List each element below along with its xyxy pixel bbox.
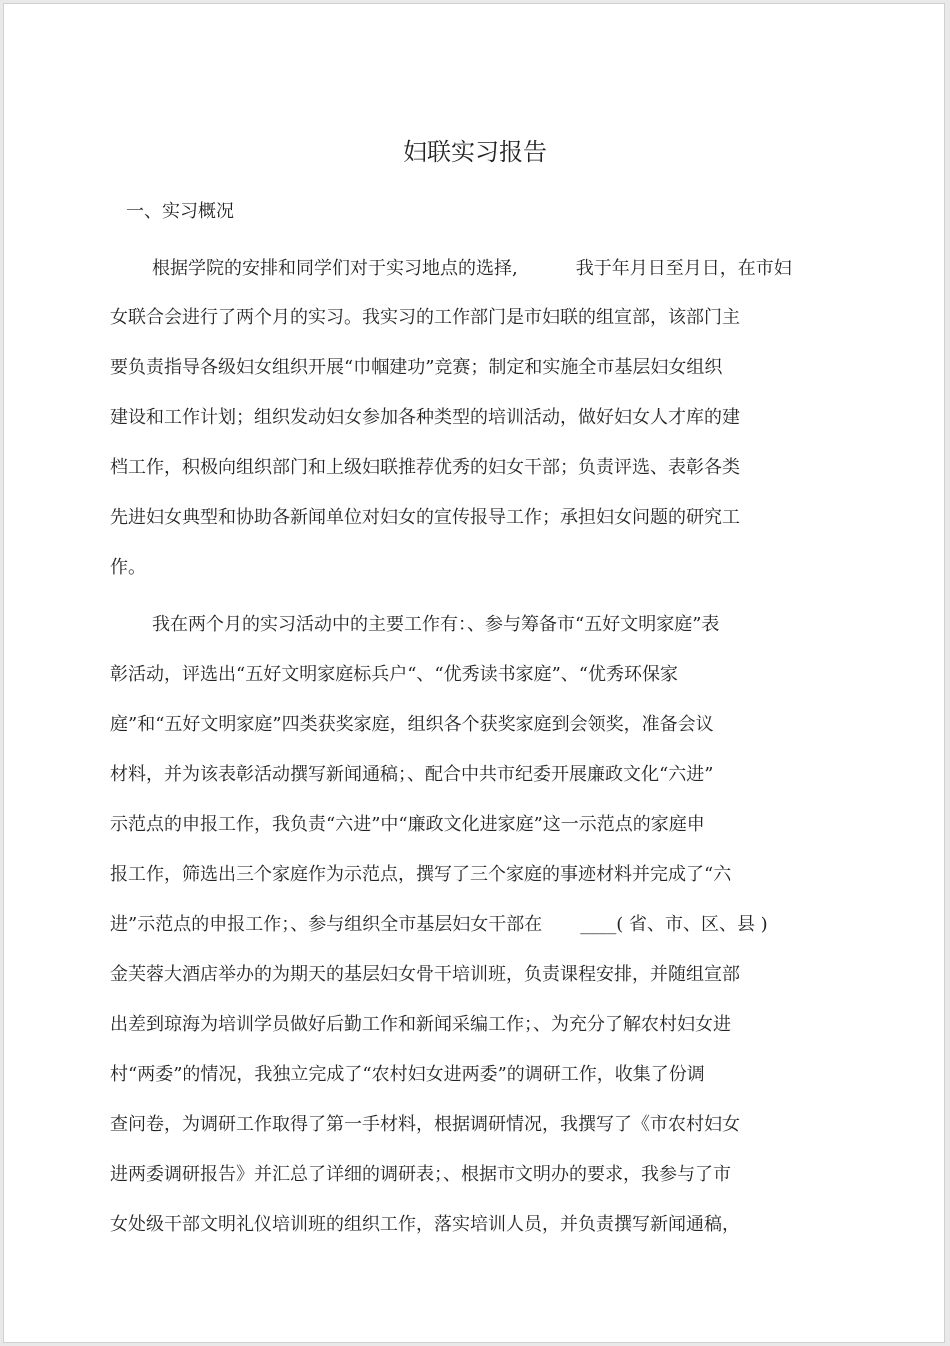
section-heading: 一、实习概况 <box>126 201 234 222</box>
paragraph-line: 建设和工作计划；组织发动妇女参加各种类型的培训活动，做好妇女人才库的建 <box>110 407 740 428</box>
text-span: 进”示范点的申报工作；、参与组织全市基层妇女干部在 <box>110 914 543 935</box>
paragraph-line: 先进妇女典型和协助各新闻单位对妇女的宣传报导工作；承担妇女问题的研究工 <box>110 507 740 528</box>
paragraph-line: 庭”和“五好文明家庭”四类获奖家庭，组织各个获奖家庭到会领奖，准备会议 <box>110 714 714 735</box>
paragraph-line <box>152 256 792 282</box>
paragraph-line: 作。 <box>110 557 146 578</box>
paragraph-line: 彰活动，评选出“五好文明家庭标兵户“、“优秀读书家庭”、“优秀环保家 <box>110 664 679 685</box>
blank-fill-field: ____( 省、市、区、县 ) <box>580 914 768 935</box>
paragraph-line: 材料，并为该表彰活动撰写新闻通稿；、配合中共市纪委开展廉政文化“六进” <box>110 764 714 785</box>
paragraph-line: 查问卷，为调研工作取得了第一手材料，根据调研情况，我撰写了《市农村妇女 <box>110 1114 740 1135</box>
paragraph-line: 女联合会进行了两个月的实习。我实习的工作部门是市妇联的组宣部，该部门主 <box>110 307 740 328</box>
document-title: 妇联实习报告 <box>403 138 547 166</box>
paragraph-line: 示范点的申报工作，我负责“六进”中“廉政文化进家庭”这一示范点的家庭申 <box>110 814 705 835</box>
paragraph-line: 我在两个月的实习活动中的主要工作有：、参与筹备市“五好文明家庭”表 <box>152 614 720 635</box>
paragraph-line: 女处级干部文明礼仪培训班的组织工作，落实培训人员，并负责撰写新闻通稿， <box>110 1214 740 1235</box>
paragraph-line <box>110 912 768 938</box>
paragraph-line: 出差到琼海为培训学员做好后勤工作和新闻采编工作；、为充分了解农村妇女进 <box>110 1014 731 1035</box>
paragraph-line: 进两委调研报告》并汇总了详细的调研表；、根据市文明办的要求，我参与了市 <box>110 1164 731 1185</box>
text-span: 根据学院的安排和同学们对于实习地点的选择, <box>152 258 518 279</box>
paragraph-line: 要负责指导各级妇女组织开展“巾帼建功”竞赛；制定和实施全市基层妇女组织 <box>110 357 723 378</box>
text-span: 我于年月日至月日，在市妇 <box>575 258 792 279</box>
paragraph-line: 报工作，筛选出三个家庭作为示范点，撰写了三个家庭的事迹材料并完成了“六 <box>110 864 732 885</box>
paragraph-line: 村“两委”的情况，我独立完成了“农村妇女进两委”的调研工作，收集了份调 <box>110 1064 705 1085</box>
paragraph-line: 金芙蓉大酒店举办的为期天的基层妇女骨干培训班，负责课程安排，并随组宣部 <box>110 964 740 985</box>
document-page <box>3 3 945 1343</box>
paragraph-line: 档工作，积极向组织部门和上级妇联推荐优秀的妇女干部；负责评选、表彰各类 <box>110 457 740 478</box>
